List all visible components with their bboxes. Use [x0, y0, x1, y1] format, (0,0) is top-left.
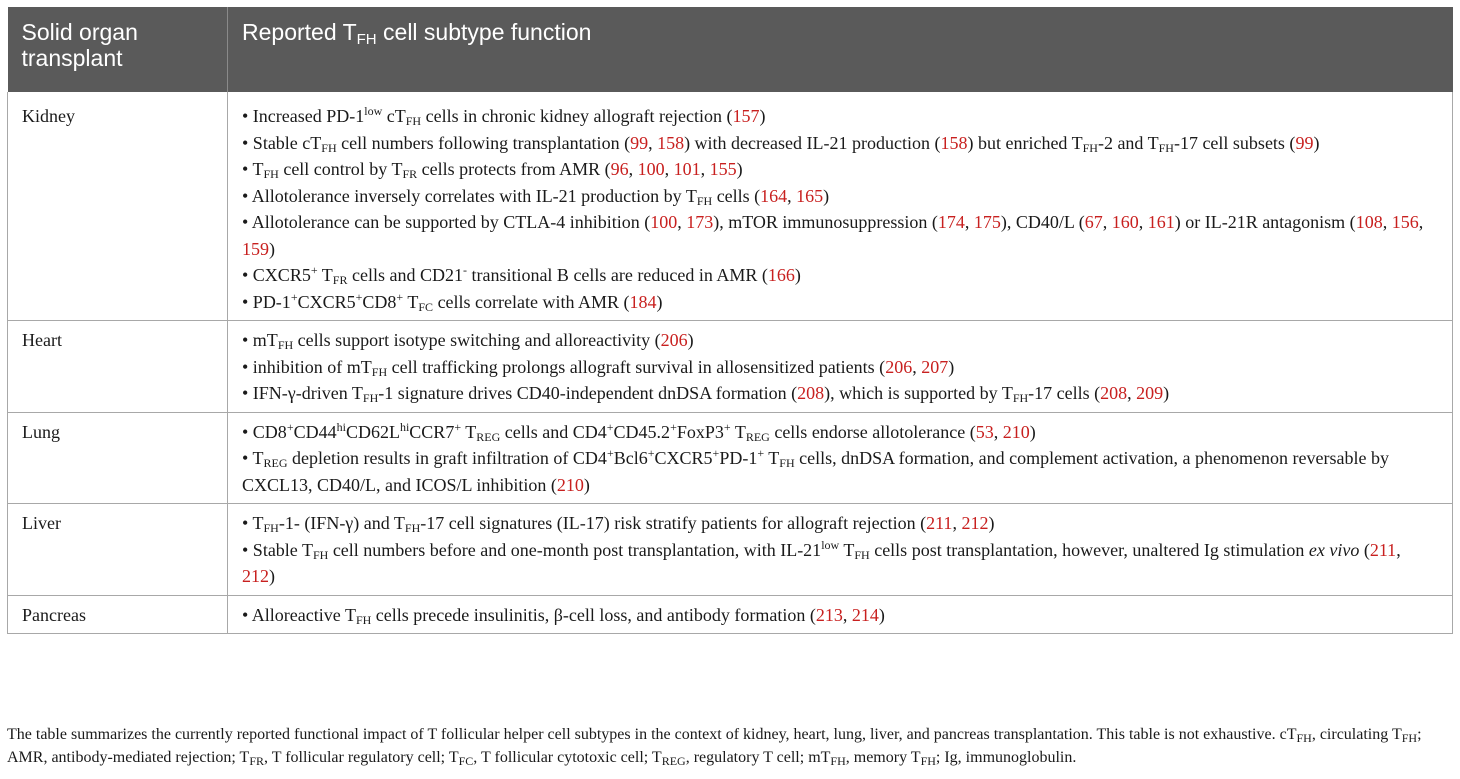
- bullet-item: • inhibition of $mT_{FH}$ cell trafficking prolongs allograft survival in allosensitized patients (206, 207): [242, 356, 955, 379]
- function-cell: [228, 321, 1453, 413]
- reference-link[interactable]: 209: [1136, 383, 1164, 403]
- reference-link[interactable]: 99: [1295, 132, 1314, 153]
- reference-link[interactable]: 165: [796, 185, 824, 206]
- reference-link[interactable]: 184: [629, 291, 657, 312]
- row-pancreas: [8, 595, 1453, 634]
- reference-link[interactable]: 206: [885, 356, 913, 377]
- reference-link[interactable]: 173: [686, 212, 714, 232]
- reference-link[interactable]: 160: [1111, 212, 1139, 232]
- reference-link[interactable]: 211: [926, 513, 953, 533]
- function-cell: [228, 97, 1453, 321]
- header-organ: [8, 7, 228, 92]
- reference-link[interactable]: 164: [760, 185, 788, 206]
- reference-link[interactable]: 206: [660, 330, 688, 350]
- reference-link[interactable]: 212: [961, 513, 989, 533]
- reference-link[interactable]: 101: [673, 159, 701, 179]
- organ-cell: Liver: [8, 504, 228, 596]
- reference-link[interactable]: 210: [556, 474, 584, 495]
- row-heart: [8, 321, 1453, 413]
- function-cell: [228, 504, 1453, 596]
- reference-link[interactable]: 207: [921, 356, 949, 377]
- reference-link[interactable]: 208: [797, 383, 825, 403]
- reference-link[interactable]: 96: [610, 159, 629, 179]
- reference-link[interactable]: 99: [630, 132, 649, 153]
- header-row: [8, 7, 1453, 92]
- reference-link[interactable]: 210: [1002, 421, 1030, 442]
- header-function-text: Reported T: [242, 19, 357, 45]
- bullet-item: • IFN-γ-driven $T_{FH}-1$ signature drives CD40-independent dnDSA formation (208), which is supported by $T_{FH}-17$ cells (208, 209): [242, 383, 1170, 405]
- bullet-item: • $T_{REG}$ depletion results in graft infiltration of CD4+Bcl6+CXCR5+PD-1+ $T_{FH}$ cells, dnDSA formation, and complement activation, a phenomenon reversable by CXCL13, CD40/L, and ICOS/L inhibition (210): [242, 446, 1389, 495]
- bullet-item: • CXCR5+ $T_{FR}$ cells and CD21- transitional B cells are reduced in AMR (166): [242, 263, 801, 287]
- reference-link[interactable]: 67: [1084, 212, 1103, 232]
- header-function-sub: FH: [356, 31, 377, 48]
- bullet-item: • Alloreactive $T_{FH}$ cells precede insulinitis, β-cell loss, and antibody formation (213, 214): [242, 604, 885, 627]
- reference-link[interactable]: 161: [1147, 212, 1175, 232]
- function-cell: [228, 412, 1453, 504]
- bullet-item: • $CD8^+CD44^{hi}CD62L^{hi}CCR7^+$ $T_{REG}$ cells and CD4+CD45.2+FoxP3+ $T_{REG}$ cells endorse allotolerance (53, 210): [242, 419, 1036, 444]
- header-function: [228, 7, 1453, 92]
- reference-link[interactable]: 208: [1100, 383, 1128, 403]
- bullet-item: • PD-1+CXCR5+CD8+ $T_{FC}$ cells correlate with AMR (184): [242, 289, 663, 314]
- row-kidney: [8, 97, 1453, 321]
- reference-link[interactable]: 213: [815, 604, 843, 625]
- reference-link[interactable]: 53: [975, 421, 994, 442]
- reference-link[interactable]: 214: [851, 604, 879, 625]
- reference-link[interactable]: 175: [973, 212, 1001, 232]
- bullet-item: • Stable $cT_{FH}$ cell numbers following transplantation (99, 158) with decreased IL-21 production (158) but enriched $T_{FH}-2$ and $T_{FH}-17$ cell subsets (99): [242, 132, 1320, 155]
- reference-link[interactable]: 100: [637, 159, 665, 179]
- organ-cell: Lung: [8, 412, 228, 504]
- reference-link[interactable]: 156: [1391, 212, 1419, 232]
- bullet-item: • $T_{FH}-1-$ (IFN-γ) and $T_{FH}-17$ cell signatures (IL-17) risk stratify patients for allograft rejection (211, 212): [242, 513, 995, 535]
- reference-link[interactable]: 158: [657, 132, 685, 153]
- organ-cell: Heart: [8, 321, 228, 413]
- bullet-item: • Increased $PD-1^{low}$ $cT_{FH}$ cells in chronic kidney allograft rejection (157): [242, 104, 766, 128]
- reference-link[interactable]: 157: [732, 106, 760, 126]
- transplant-table: [7, 7, 1453, 634]
- header-organ-line1: Solid organ: [21, 19, 138, 45]
- reference-link[interactable]: 158: [940, 132, 968, 153]
- reference-link[interactable]: 159: [242, 238, 269, 259]
- bullet-item: • $T_{FH}$ cell control by $T_{FR}$ cells protects from AMR (96, 100, 101, 155): [242, 159, 743, 181]
- row-lung: [8, 412, 1453, 504]
- bullet-item: • Stable $T_{FH}$ cell numbers before and one-month post transplantation, with $IL-21^{low}$ $T_{FH}$ cells post transplantation, however, unaltered Ig stimulation ex vivo (211, 212): [242, 537, 1401, 586]
- organ-cell: Pancreas: [8, 595, 228, 634]
- row-liver: [8, 504, 1453, 596]
- reference-link[interactable]: 211: [1369, 539, 1397, 560]
- bullet-item: • Allotolerance inversely correlates with IL-21 production by $T_{FH}$ cells (164, 165): [242, 185, 830, 208]
- reference-link[interactable]: 100: [650, 212, 678, 232]
- reference-link[interactable]: 212: [242, 566, 269, 586]
- reference-link[interactable]: 108: [1355, 212, 1383, 232]
- bullet-item: • $mT_{FH}$ cells support isotype switching and alloreactivity (206): [242, 330, 694, 352]
- function-cell: [228, 595, 1453, 634]
- reference-link[interactable]: 174: [937, 212, 965, 232]
- header-organ-line2: transplant: [21, 45, 123, 71]
- table-caption: The table summarizes the currently reported functional impact of T follicular helper cell subtypes in the context of kidney, heart, lung, liver, and pancreas transplantation. This table is not exhaustive. $cT_{FH}$, circulating $T_{FH}$; AMR, antibody-mediated rejection; $T_{FR}$, T follicular regulatory cell; $T_{FC}$, T follicular cytotoxic cell; $T_{REG}$, regulatory T cell; $mT_{FH}$, memory $T_{FH}$; Ig, immunoglobulin.: [7, 726, 1422, 768]
- reference-link[interactable]: 155: [709, 159, 737, 179]
- reference-link[interactable]: 166: [767, 265, 795, 285]
- organ-cell: Kidney: [8, 97, 228, 321]
- header-function-text-2: cell subtype function: [376, 19, 592, 45]
- bullet-item: • Allotolerance can be supported by CTLA-4 inhibition (100, 173), mTOR immunosuppression (174, 175), CD40/L (67, 160, 161) or IL-21R antagonism (108, 156, 159): [242, 212, 1424, 259]
